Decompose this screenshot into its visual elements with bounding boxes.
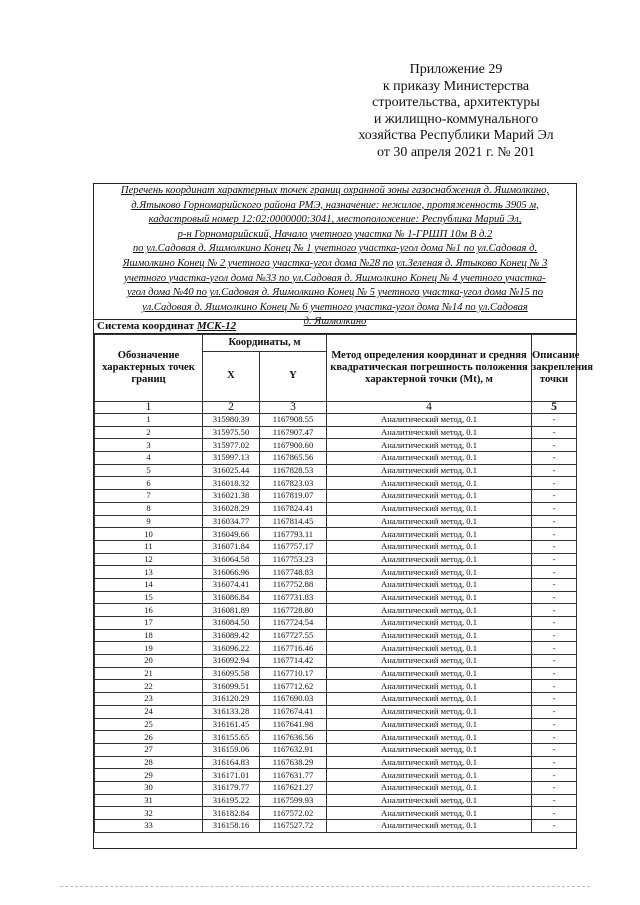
cell-coord-x: 316179.77 (203, 781, 260, 794)
table-row (95, 604, 577, 617)
table-row (95, 667, 577, 680)
cell-description: - (532, 743, 577, 756)
cell-method: Аналитический метод, 0.1 (327, 553, 532, 566)
cell-description: - (532, 490, 577, 503)
cell-method: Аналитический метод, 0.1 (327, 528, 532, 541)
cell-description: - (532, 807, 577, 820)
cell-point-number: 26 (95, 731, 203, 744)
table-row (95, 515, 577, 528)
cell-coord-y: 1167527.72 (260, 820, 327, 833)
cell-coord-y: 1167621.27 (260, 781, 327, 794)
cell-method: Аналитический метод, 0.1 (327, 743, 532, 756)
cell-description: - (532, 693, 577, 706)
cell-coord-x: 316084.50 (203, 617, 260, 630)
header-description: Описание закрепления точки (532, 335, 577, 402)
cell-description: - (532, 781, 577, 794)
cell-description: - (532, 464, 577, 477)
cell-description: - (532, 528, 577, 541)
cell-point-number: 11 (95, 540, 203, 553)
header-y: Y (260, 352, 327, 402)
cell-coord-x: 316021.38 (203, 490, 260, 503)
cell-method: Аналитический метод, 0.1 (327, 591, 532, 604)
table-row (95, 591, 577, 604)
cell-method: Аналитический метод, 0.1 (327, 667, 532, 680)
cell-method: Аналитический метод, 0.1 (327, 693, 532, 706)
cell-method: Аналитический метод, 0.1 (327, 756, 532, 769)
cell-method: Аналитический метод, 0.1 (327, 566, 532, 579)
header-x: X (203, 352, 260, 402)
cell-method: Аналитический метод, 0.1 (327, 578, 532, 591)
cell-description: - (532, 718, 577, 731)
table-row (95, 807, 577, 820)
coord-system-label: Система координат (97, 320, 195, 332)
cell-point-number: 18 (95, 629, 203, 642)
cell-point-number: 21 (95, 667, 203, 680)
table-body (95, 414, 577, 833)
cell-description: - (532, 426, 577, 439)
header-line: хозяйства Республики Марий Эл (358, 128, 554, 144)
cell-description: - (532, 566, 577, 579)
cell-method: Аналитический метод, 0.1 (327, 452, 532, 465)
cell-coord-y: 1167631.77 (260, 769, 327, 782)
cell-method: Аналитический метод, 0.1 (327, 604, 532, 617)
cell-description: - (532, 414, 577, 427)
title-line: ул.Садовая д. Яшмолкино Конец № 6 учетного участка-угол дома №14 по ул.Садовая (142, 301, 528, 313)
cell-coord-x: 316182.84 (203, 807, 260, 820)
cell-point-number: 5 (95, 464, 203, 477)
header-line: и жилищно-коммунального (373, 111, 539, 127)
cell-point-number: 32 (95, 807, 203, 820)
cell-coord-y: 1167632.91 (260, 743, 327, 756)
cell-coord-x: 316066.96 (203, 566, 260, 579)
cell-method: Аналитический метод, 0.1 (327, 655, 532, 668)
cell-coord-x: 315975.50 (203, 426, 260, 439)
cell-description: - (532, 731, 577, 744)
coordinates-table (94, 334, 593, 833)
cell-method: Аналитический метод, 0.1 (327, 464, 532, 477)
cell-coord-y: 1167599.93 (260, 794, 327, 807)
table-row (95, 553, 577, 566)
table-row (95, 528, 577, 541)
cell-coord-y: 1167828.53 (260, 464, 327, 477)
cell-coord-y: 1167641.98 (260, 718, 327, 731)
col-number-3: 3 (260, 402, 327, 414)
cell-coord-y: 1167753.23 (260, 553, 327, 566)
cell-point-number: 24 (95, 705, 203, 718)
cell-coord-x: 316049.66 (203, 528, 260, 541)
cell-coord-y: 1167752.88 (260, 578, 327, 591)
table-row (95, 731, 577, 744)
cell-coord-y: 1167716.46 (260, 642, 327, 655)
cell-description: - (532, 629, 577, 642)
title-line: Яшмолкино Конец № 2 учетного участка-угол дома №28 по ул.Зеленая д. Ятыково Конец № 3 (122, 257, 548, 269)
cell-coord-y: 1167748.83 (260, 566, 327, 579)
cell-coord-y: 1167757.17 (260, 540, 327, 553)
cell-point-number: 14 (95, 578, 203, 591)
table-row (95, 477, 577, 490)
cell-method: Аналитический метод, 0.1 (327, 807, 532, 820)
cell-coord-x: 316025.44 (203, 464, 260, 477)
header-point-label: Обозначение характерных точек границ (95, 335, 203, 402)
cell-description: - (532, 604, 577, 617)
cell-coord-x: 315977.02 (203, 439, 260, 452)
table-row (95, 426, 577, 439)
table-row (95, 756, 577, 769)
table-row (95, 566, 577, 579)
table-row (95, 502, 577, 515)
cell-coord-x: 316064.58 (203, 553, 260, 566)
cell-method: Аналитический метод, 0.1 (327, 820, 532, 833)
cell-point-number: 1 (95, 414, 203, 427)
cell-coord-x: 315980.39 (203, 414, 260, 427)
cell-coord-x: 316095.58 (203, 667, 260, 680)
cell-method: Аналитический метод, 0.1 (327, 515, 532, 528)
title-line: кадастровый номер 12:02:0000000:3041, местоположение: Республика Марий Эл, (148, 214, 522, 226)
cell-coord-x: 316086.84 (203, 591, 260, 604)
col-number-2: 2 (203, 402, 260, 414)
cell-coord-y: 1167636.56 (260, 731, 327, 744)
table-row (95, 414, 577, 427)
cell-description: - (532, 477, 577, 490)
title-line: Перечень координат характерных точек границ охранной зоны газоснабжения д. Яшмолкино, (120, 185, 550, 196)
cell-method: Аналитический метод, 0.1 (327, 705, 532, 718)
cell-description: - (532, 705, 577, 718)
title-line: р-н Горномарийский, Начало учетного участка № 1-ГРШП 10м В д.2 (177, 228, 493, 240)
cell-point-number: 28 (95, 756, 203, 769)
cell-description: - (532, 769, 577, 782)
cell-coord-y: 1167824.41 (260, 502, 327, 515)
cell-coord-y: 1167793.11 (260, 528, 327, 541)
cell-description: - (532, 540, 577, 553)
cell-description: - (532, 515, 577, 528)
header-coordinates: Координаты, м (203, 335, 327, 352)
cell-coord-y: 1167731.83 (260, 591, 327, 604)
cell-point-number: 8 (95, 502, 203, 515)
cell-coord-y: 1167674.41 (260, 705, 327, 718)
cell-description: - (532, 794, 577, 807)
cell-coord-y: 1167572.02 (260, 807, 327, 820)
col-number-1: 1 (95, 402, 203, 414)
cell-point-number: 33 (95, 820, 203, 833)
cell-point-number: 27 (95, 743, 203, 756)
cell-coord-x: 316089.42 (203, 629, 260, 642)
cell-description: - (532, 591, 577, 604)
cell-coord-y: 1167690.03 (260, 693, 327, 706)
cell-description: - (532, 439, 577, 452)
title-line: д. Яшмолкино (303, 316, 367, 328)
cell-point-number: 7 (95, 490, 203, 503)
cell-coord-y: 1167865.56 (260, 452, 327, 465)
cell-coord-x: 316071.84 (203, 540, 260, 553)
table-row (95, 718, 577, 731)
header-line: Приложение 29 (409, 62, 503, 77)
cell-coord-x: 316164.83 (203, 756, 260, 769)
cell-coord-x: 316081.89 (203, 604, 260, 617)
cell-point-number: 17 (95, 617, 203, 630)
table-row (95, 490, 577, 503)
cell-coord-x: 315997.13 (203, 452, 260, 465)
title-line: угол дома №40 по ул.Садовая д. Яшмолкино Конец № 5 учетного участка-угол дома №15 по (126, 287, 544, 299)
coordinate-system (94, 320, 576, 334)
cell-method: Аналитический метод, 0.1 (327, 781, 532, 794)
cell-coord-x: 316028.29 (203, 502, 260, 515)
cell-method: Аналитический метод, 0.1 (327, 439, 532, 452)
document-header (340, 62, 572, 162)
table-row (95, 743, 577, 756)
cell-point-number: 23 (95, 693, 203, 706)
cell-coord-x: 316099.51 (203, 680, 260, 693)
cell-point-number: 16 (95, 604, 203, 617)
title-line: по ул.Садовая д. Яшмолкино Конец № 1 учетного участка-угол дома №1 по ул.Садовая д. (132, 243, 538, 255)
table-row (95, 680, 577, 693)
cell-method: Аналитический метод, 0.1 (327, 426, 532, 439)
cell-description: - (532, 502, 577, 515)
cell-coord-x: 316159.06 (203, 743, 260, 756)
table-row (95, 540, 577, 553)
header-line: строительства, архитектуры (372, 95, 540, 111)
cell-coord-y: 1167907.47 (260, 426, 327, 439)
cell-description: - (532, 617, 577, 630)
cell-description: - (532, 756, 577, 769)
table-row (95, 578, 577, 591)
table-row (95, 629, 577, 642)
cell-coord-y: 1167727.55 (260, 629, 327, 642)
cell-point-number: 2 (95, 426, 203, 439)
cell-method: Аналитический метод, 0.1 (327, 642, 532, 655)
cell-coord-x: 316120.29 (203, 693, 260, 706)
cell-point-number: 19 (95, 642, 203, 655)
cell-coord-x: 316092.94 (203, 655, 260, 668)
cell-coord-y: 1167710.17 (260, 667, 327, 680)
cell-point-number: 25 (95, 718, 203, 731)
cell-method: Аналитический метод, 0.1 (327, 490, 532, 503)
cell-coord-y: 1167908.55 (260, 414, 327, 427)
cell-coord-y: 1167724.54 (260, 617, 327, 630)
cell-method: Аналитический метод, 0.1 (327, 680, 532, 693)
cell-method: Аналитический метод, 0.1 (327, 477, 532, 490)
col-number-4: 4 (327, 402, 532, 414)
cell-coord-x: 316018.32 (203, 477, 260, 490)
cell-coord-y: 1167638.29 (260, 756, 327, 769)
cell-point-number: 12 (95, 553, 203, 566)
table-row (95, 820, 577, 833)
cell-method: Аналитический метод, 0.1 (327, 617, 532, 630)
cell-coord-x: 316158.16 (203, 820, 260, 833)
cell-point-number: 13 (95, 566, 203, 579)
col-number-5: 5 (532, 402, 577, 414)
cell-coord-x: 316096.22 (203, 642, 260, 655)
cell-description: - (532, 553, 577, 566)
cell-description: - (532, 667, 577, 680)
cell-coord-x: 316034.77 (203, 515, 260, 528)
cell-coord-y: 1167728.80 (260, 604, 327, 617)
cell-coord-y: 1167900.60 (260, 439, 327, 452)
cell-method: Аналитический метод, 0.1 (327, 502, 532, 515)
table-row (95, 781, 577, 794)
cell-point-number: 10 (95, 528, 203, 541)
cell-coord-x: 316133.28 (203, 705, 260, 718)
coord-system-value: МСК-12 (196, 320, 237, 332)
cell-coord-x: 316155.65 (203, 731, 260, 744)
cell-method: Аналитический метод, 0.1 (327, 794, 532, 807)
table-row (95, 693, 577, 706)
cell-point-number: 22 (95, 680, 203, 693)
title-line: учетного участка-угол дома №33 по ул.Садовая д. Яшмолкино Конец № 4 учетного участка- (124, 272, 546, 284)
header-line: к приказу Министерства (382, 78, 530, 94)
cell-description: - (532, 655, 577, 668)
cell-coord-x: 316171.01 (203, 769, 260, 782)
cell-point-number: 9 (95, 515, 203, 528)
cell-coord-x: 316161.45 (203, 718, 260, 731)
cell-description: - (532, 680, 577, 693)
cell-description: - (532, 820, 577, 833)
cell-method: Аналитический метод, 0.1 (327, 629, 532, 642)
cell-description: - (532, 452, 577, 465)
cell-coord-y: 1167814.45 (260, 515, 327, 528)
table-row (95, 769, 577, 782)
table-row (95, 452, 577, 465)
cell-method: Аналитический метод, 0.1 (327, 769, 532, 782)
table-row (95, 642, 577, 655)
title-line: д.Ятыково Горномарийского района РМЭ, назначение: нежилое, протяженность 3905 м, (131, 199, 539, 211)
cell-description: - (532, 642, 577, 655)
cell-method: Аналитический метод, 0.1 (327, 718, 532, 731)
cell-coord-y: 1167712.62 (260, 680, 327, 693)
cell-description: - (532, 578, 577, 591)
cell-method: Аналитический метод, 0.1 (327, 731, 532, 744)
header-line: от 30 апреля 2021 г. № 201 (376, 144, 536, 160)
cell-point-number: 3 (95, 439, 203, 452)
page-bottom-divider (60, 886, 590, 887)
table-row (95, 794, 577, 807)
cell-point-number: 15 (95, 591, 203, 604)
cell-point-number: 4 (95, 452, 203, 465)
header-method: Метод определения координат и средняя квадратическая погрешность положения характерной точки (Mt), м (327, 335, 532, 402)
cell-point-number: 30 (95, 781, 203, 794)
cell-coord-y: 1167714.42 (260, 655, 327, 668)
cell-point-number: 31 (95, 794, 203, 807)
cell-method: Аналитический метод, 0.1 (327, 414, 532, 427)
cell-point-number: 6 (95, 477, 203, 490)
cell-coord-x: 316195.22 (203, 794, 260, 807)
cell-coord-y: 1167819.07 (260, 490, 327, 503)
table-row (95, 655, 577, 668)
table-row (95, 617, 577, 630)
coordinates-frame (93, 183, 593, 849)
cell-point-number: 29 (95, 769, 203, 782)
cell-point-number: 20 (95, 655, 203, 668)
table-row (95, 439, 577, 452)
cell-coord-x: 316074.41 (203, 578, 260, 591)
table-row (95, 705, 577, 718)
cell-coord-y: 1167823.03 (260, 477, 327, 490)
cell-method: Аналитический метод, 0.1 (327, 540, 532, 553)
table-row (95, 464, 577, 477)
